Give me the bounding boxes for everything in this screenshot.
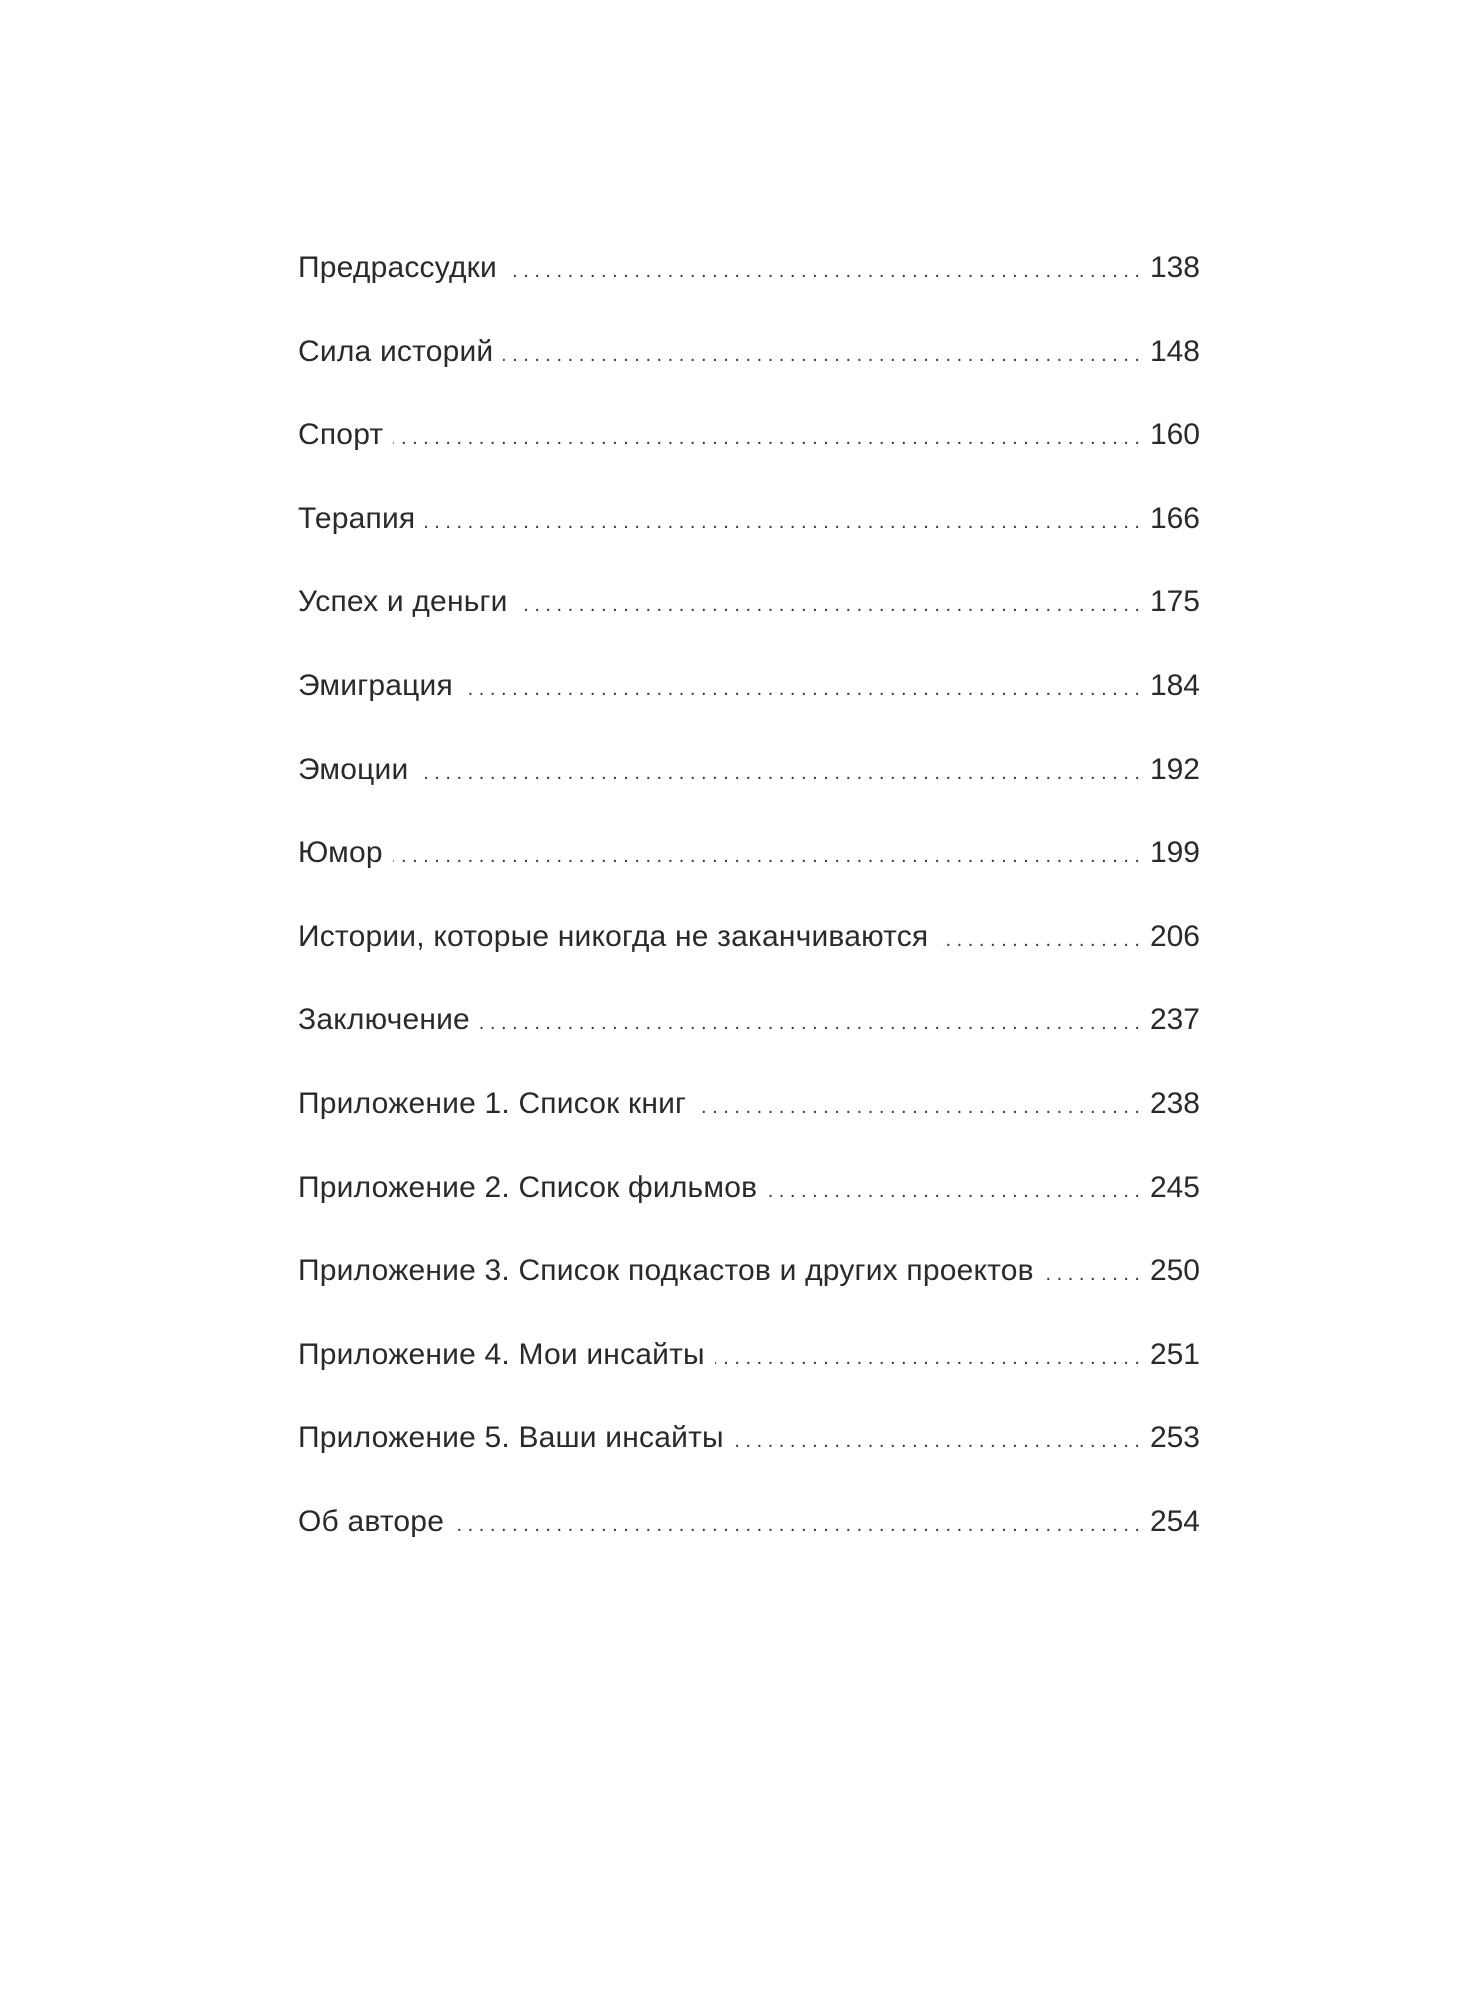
toc-dot-leader — [938, 910, 1140, 970]
toc-entry-title: Приложение 2. Список фильмов — [298, 1170, 758, 1204]
toc-dot-leader — [463, 659, 1140, 719]
toc-entry-title: Эмиграция — [298, 668, 453, 702]
toc-entry-page: 254 — [1149, 1504, 1200, 1538]
toc-entry-page: 253 — [1149, 1421, 1200, 1455]
toc-entry[interactable] — [298, 1408, 1200, 1492]
toc-dot-leader — [393, 408, 1140, 468]
toc-entry[interactable] — [298, 740, 1200, 824]
toc-entry[interactable] — [298, 489, 1200, 573]
toc-entry[interactable] — [298, 1492, 1200, 1576]
toc-dot-leader — [480, 993, 1140, 1053]
toc-entry-title: Заключение — [298, 1003, 470, 1037]
toc-entry-page: 138 — [1149, 251, 1200, 284]
toc-entry[interactable] — [298, 656, 1200, 740]
toc-entry[interactable] — [298, 907, 1200, 991]
toc-entry-page: 148 — [1149, 334, 1200, 368]
toc-entry-title: Спорт — [298, 418, 384, 452]
toc-entry-title: Истории, которые никогда не заканчиваются — [298, 919, 929, 953]
toc-entry-page: 206 — [1149, 919, 1200, 953]
toc-entry-page: 184 — [1149, 668, 1200, 702]
toc-dot-leader — [734, 1411, 1140, 1471]
toc-entry-page: 166 — [1149, 501, 1200, 535]
toc-dot-leader — [454, 1495, 1140, 1555]
toc-entry-title: Юмор — [298, 836, 383, 870]
toc-dot-leader — [507, 241, 1140, 301]
toc-entry-title: Приложение 1. Список книг — [298, 1086, 687, 1120]
toc-dot-leader — [696, 1077, 1140, 1137]
toc-dot-leader — [503, 325, 1140, 385]
toc-entry[interactable] — [298, 1241, 1200, 1325]
toc-entry-title: Эмоции — [298, 752, 409, 786]
toc-entry[interactable] — [298, 238, 1200, 322]
toc-entry-title: Сила историй — [298, 334, 494, 368]
toc-entry[interactable] — [298, 823, 1200, 907]
toc-entry[interactable] — [298, 1074, 1200, 1158]
toc-entry[interactable] — [298, 990, 1200, 1074]
toc-entry-title: Успех и деньги — [298, 585, 508, 619]
toc-entry-title: Приложение 4. Мои инсайты — [298, 1337, 705, 1371]
toc-dot-leader — [418, 743, 1140, 803]
toc-entry[interactable] — [298, 322, 1200, 406]
toc-entry-page: 238 — [1149, 1086, 1200, 1120]
toc-entry-page: 245 — [1149, 1170, 1200, 1204]
toc-entry[interactable] — [298, 405, 1200, 489]
table-of-contents — [298, 238, 1200, 1576]
toc-entry-page: 251 — [1149, 1337, 1200, 1371]
toc-dot-leader — [425, 492, 1140, 552]
toc-entry[interactable] — [298, 1158, 1200, 1242]
toc-dot-leader — [767, 1161, 1140, 1221]
toc-entry-title: Приложение 3. Список подкастов и других проектов — [298, 1254, 1034, 1288]
toc-entry-page: 160 — [1149, 418, 1200, 452]
toc-dot-leader — [715, 1328, 1140, 1388]
toc-entry-title: Предрассудки — [298, 251, 497, 284]
toc-entry-page: 192 — [1149, 752, 1200, 786]
toc-entry-title: Приложение 5. Ваши инсайты — [298, 1421, 724, 1455]
toc-entry-title: Терапия — [298, 501, 416, 535]
toc-entry-page: 199 — [1149, 836, 1200, 870]
toc-entry-page: 250 — [1149, 1254, 1200, 1288]
toc-entry-page: 237 — [1149, 1003, 1200, 1037]
toc-dot-leader — [393, 826, 1140, 886]
toc-entry[interactable] — [298, 572, 1200, 656]
toc-entry-page: 175 — [1149, 585, 1200, 619]
toc-dot-leader — [518, 575, 1140, 635]
toc-dot-leader — [1044, 1244, 1140, 1304]
toc-entry[interactable] — [298, 1325, 1200, 1409]
toc-entry-title: Об авторе — [298, 1504, 445, 1538]
